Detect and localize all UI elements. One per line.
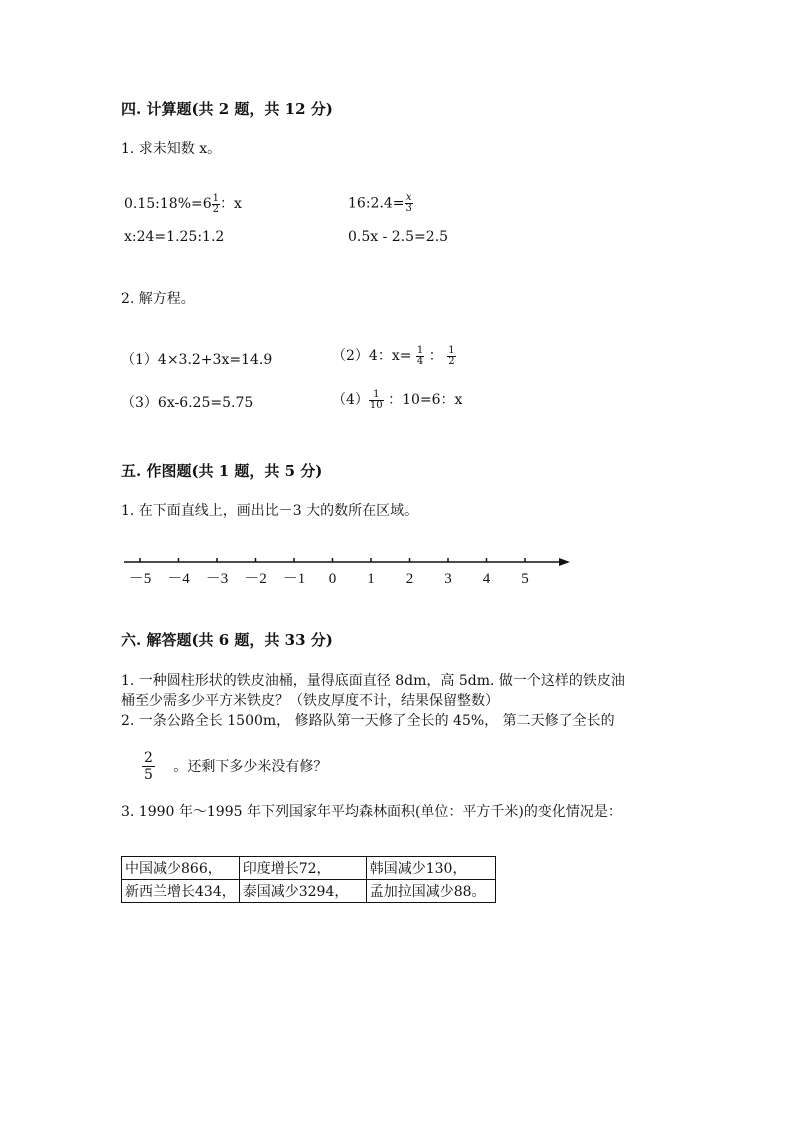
problem-4-right: ：10=6：x xyxy=(388,392,463,408)
fraction-numerator: 1 xyxy=(448,344,455,356)
q5-1-text: 1. 在下面直线上，画出比－3 大的数所在区域。 xyxy=(121,503,419,519)
q6-2-remainder: 。还剩下多少米没有修？ xyxy=(173,758,328,775)
equation-2-left: 16:2.4= xyxy=(348,195,405,212)
fraction-denominator: 2 xyxy=(448,355,455,367)
q6-3-text: 3. 1990 年～1995 年下列国家年平均森林面积(单位：平方千米)的变化情况是： xyxy=(121,804,622,820)
q6-1-line-2: 桶至少需多少平方米铁皮？（铁皮厚度不计，结果保留整数） xyxy=(121,693,499,709)
q6-2-line-1: 2. 一条公路全长 1500m， 修路队第一天修了全长的 45%， 第二天修了全长的 xyxy=(121,713,615,729)
ratio-colon: ： xyxy=(428,348,443,364)
number-line-tick-label: －4 xyxy=(167,571,190,587)
fraction-denominator: 4 xyxy=(416,355,424,367)
equation-1-left: 0.15:18%=6 xyxy=(124,196,212,212)
q6-2-line-2 xyxy=(142,750,327,783)
number-line-tick-label: －2 xyxy=(244,571,267,587)
number-line-tick-label: 3 xyxy=(444,571,452,587)
table-row xyxy=(122,880,496,903)
number-line-arrow xyxy=(559,558,570,566)
section-6-heading: 六. 解答题(共 6 题，共 33 分) xyxy=(121,631,333,649)
section-4-heading: 四. 计算题(共 2 题，共 12 分) xyxy=(121,100,333,118)
equation-4: 0.5x - 2.5=2.5 xyxy=(348,229,449,245)
forest-change-table xyxy=(121,856,496,903)
problem-1: （1）4×3.2+3x=14.9 xyxy=(121,352,273,368)
fraction-denominator: 10 xyxy=(369,399,383,411)
number-line-tick-label: 4 xyxy=(482,571,491,587)
section-5-heading: 五. 作图题(共 1 题，共 5 分) xyxy=(121,462,323,480)
q4-1-title: 1. 求未知数 x。 xyxy=(121,141,222,157)
table-row xyxy=(122,857,496,880)
number-line-tick-label: －5 xyxy=(128,571,152,587)
fraction-denominator: 3 xyxy=(405,203,412,214)
table-cell: 泰国减少3294， xyxy=(239,880,366,903)
table-cell: 中国减少866， xyxy=(122,857,240,880)
fraction-numerator: 1 xyxy=(416,344,424,356)
q4-2-title: 2. 解方程。 xyxy=(121,291,195,307)
number-line-tick-label: －1 xyxy=(282,571,306,587)
fraction-denominator: 5 xyxy=(144,767,153,783)
fraction-numerator: 1 xyxy=(373,388,380,400)
table-cell: 印度增长72， xyxy=(239,857,366,880)
table-cell: 孟加拉国减少88。 xyxy=(366,880,495,903)
number-line-tick-label: 0 xyxy=(328,571,337,587)
equation-3: x:24=1.25:1.2 xyxy=(124,229,225,245)
number-line-tick-label: 1 xyxy=(367,571,375,587)
table-cell: 新西兰增长434， xyxy=(122,880,240,903)
fraction-numerator: 2 xyxy=(144,750,153,766)
fraction xyxy=(142,750,155,783)
problem-2-left: （2）4：x= xyxy=(332,348,412,364)
number-line-tick-label: 5 xyxy=(521,571,529,587)
q6-1-line-1: 1. 一种圆柱形状的铁皮油桶，量得底面直径 8dm，高 5dm. 做一个这样的铁皮油 xyxy=(121,673,625,689)
fraction-numerator: 1 xyxy=(212,192,220,204)
number-line-tick-label: －3 xyxy=(205,571,229,587)
equation-1-right: ：x xyxy=(220,196,242,212)
problem-3: （3）6x-6.25=5.75 xyxy=(121,395,254,411)
table-cell: 韩国减少130， xyxy=(366,857,495,880)
fraction-denominator: 2 xyxy=(212,203,220,215)
problem-4-left: （4） xyxy=(332,392,369,408)
fraction-numerator: x xyxy=(405,192,412,203)
number-line-tick-label: 2 xyxy=(405,571,414,587)
